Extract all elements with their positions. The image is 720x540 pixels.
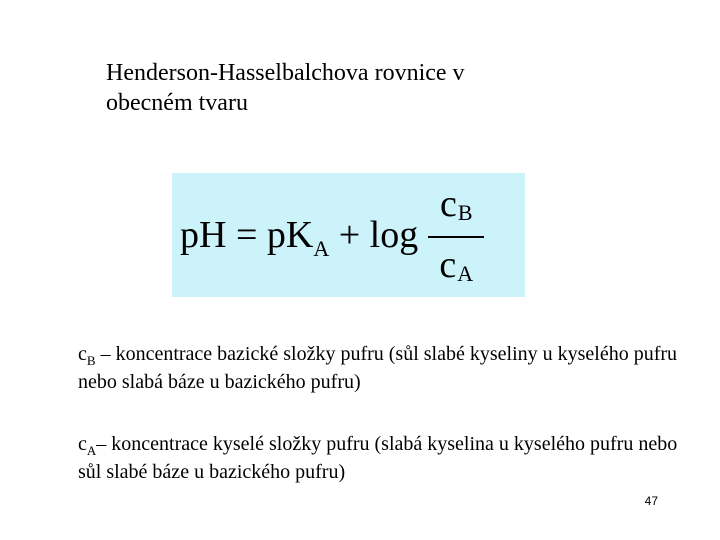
numerator-symbol: c bbox=[439, 183, 457, 225]
denominator-subscript: A bbox=[457, 261, 474, 286]
formula-box bbox=[172, 173, 525, 297]
page-number: 47 bbox=[644, 494, 658, 508]
formula-lhs: pH = pK bbox=[180, 214, 314, 256]
definition-symbol-subscript: A bbox=[86, 443, 97, 458]
fraction-bar bbox=[428, 236, 484, 238]
formula-plus-log: + log bbox=[329, 214, 419, 256]
henderson-hasselbalch-formula bbox=[180, 173, 484, 297]
fraction-numerator bbox=[440, 181, 473, 232]
slide-title-line-1: Henderson-Hasselbalchova rovnice v bbox=[106, 60, 465, 86]
slide-title-line-2: obecném tvaru bbox=[106, 90, 248, 116]
definition-symbol: c bbox=[78, 343, 87, 365]
definition-text: – koncentrace kyselé složky pufru (slabá kyselina u kyselého pufru nebo sůl slabé báze u bazického pufru) bbox=[78, 433, 678, 483]
definition-symbol-subscript: B bbox=[86, 353, 96, 368]
formula-fraction bbox=[428, 181, 484, 293]
definition-base-concentration bbox=[78, 341, 678, 396]
slide-title bbox=[106, 58, 566, 118]
definition-symbol: c bbox=[78, 433, 87, 455]
definition-text: – koncentrace bazické složky pufru (sůl slabé kyseliny u kyselého pufru nebo slabá báze u bazického pufru) bbox=[78, 343, 678, 393]
numerator-subscript: B bbox=[457, 200, 473, 225]
fraction-denominator bbox=[439, 242, 473, 293]
denominator-symbol: c bbox=[439, 244, 457, 286]
formula-lhs-subscript: A bbox=[313, 236, 330, 261]
definition-acid-concentration bbox=[78, 431, 678, 486]
